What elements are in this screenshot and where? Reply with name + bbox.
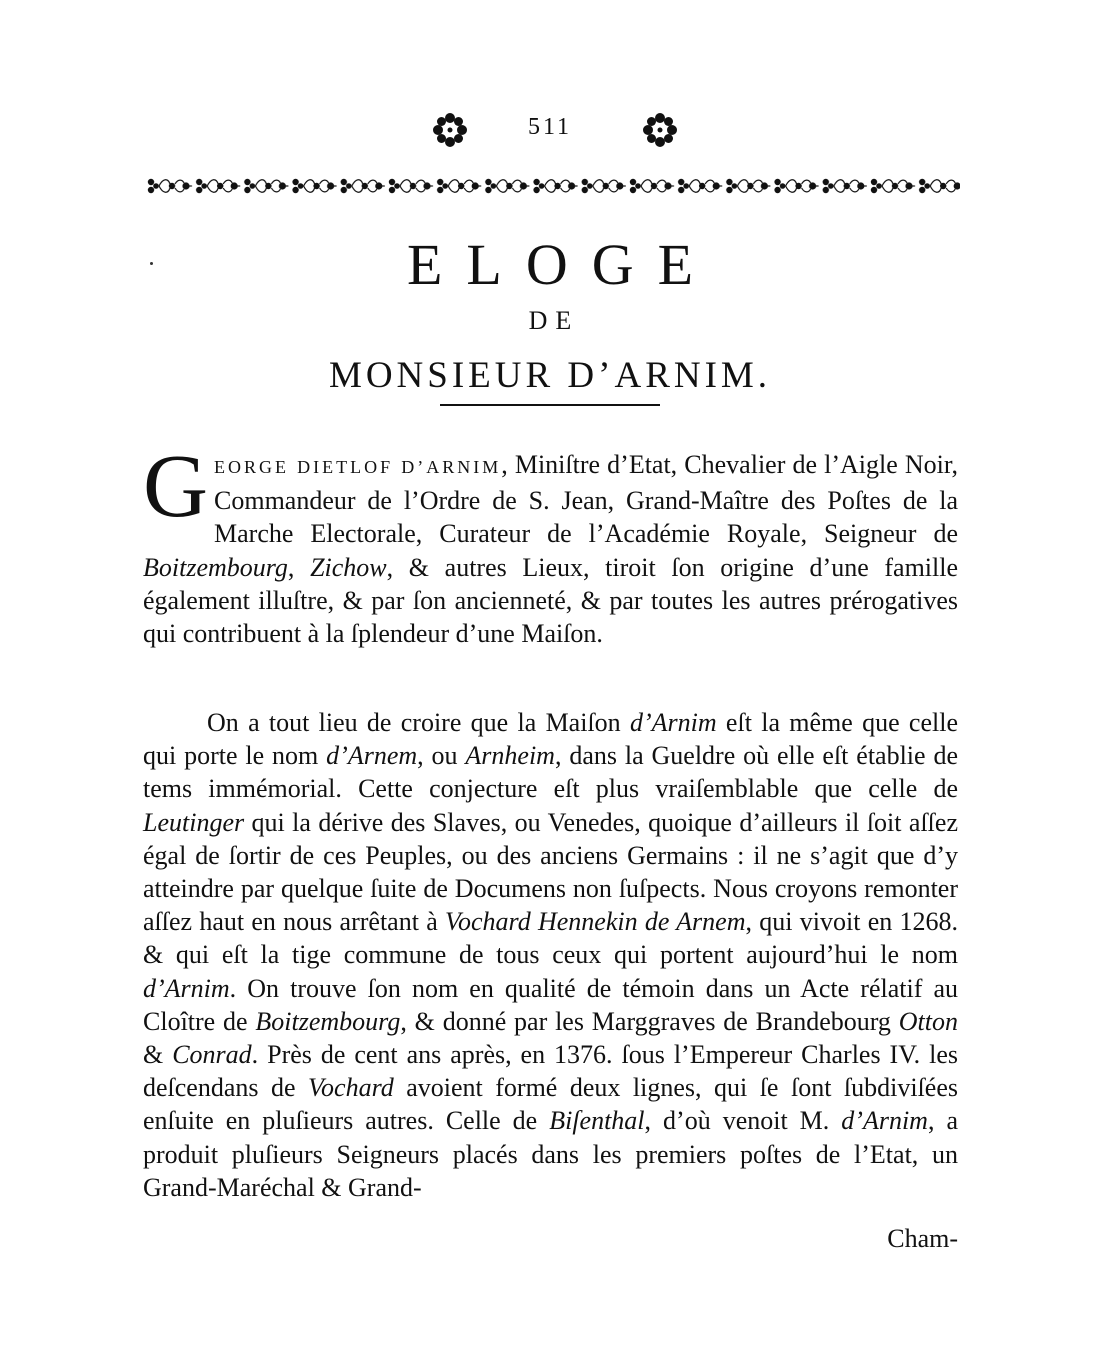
text-run: , Miniſtre d’Etat, Chevalier de l’Aigle Noir, Commandeur de l’Ordre de S. Jean, Grand-Maître des Poſtes de la Marche Electorale, Curateur de l’Académie Royale, Seigneur de [214, 450, 959, 549]
text-run: , & autres Lieux, tiroit ſon origine d’une famille également illuſtre, & par ſon ancienneté, & par toutes les autres prérogatives qui contribuent à la ſplendeur d’une Maiſon. [143, 552, 959, 649]
text-run: , qui vivoit en 1268. & qui eſt la tige commune de tous ceux qui portent aujourd’hui le nom [143, 907, 958, 970]
text-run: . On trouve ſon nom en qualité de témoin dans un Acte rélatif au Cloître de [143, 973, 958, 1036]
flower-ornament-icon [640, 110, 680, 150]
title-de: DE [528, 306, 580, 335]
name-italic: Biſenthal [549, 1106, 645, 1136]
name-italic: Vochard [308, 1073, 394, 1103]
place-name: Zichow [310, 552, 387, 582]
text-run: avoient formé deux lignes, qui ſe ſont ſubdiviſées enſuite en pluſieurs autres. Celle de [143, 1073, 959, 1136]
name-italic: Conrad [172, 1040, 252, 1070]
text-run: , a produit pluſieurs Seigneurs placés dans les premiers poſtes de l’Etat, un Grand-Maréchal & Grand- [143, 1106, 958, 1202]
text-run: , d’où venoit M. [644, 1106, 842, 1136]
text-run: qui la dérive des Slaves, ou Venedes, quoique d’ailleurs il ſoit aſſez égal de ſortir de ces Peuples, ou des anciens Germains : il ne s’agit que d’y atteindre par quelque ſuite de Documens non ſuſpects. Nous croyons remonter aſſez haut en nous arrêtant à [143, 807, 958, 937]
drop-cap: G [143, 437, 208, 536]
name-italic: Boitzembourg [255, 1006, 401, 1036]
catchword: Cham- [887, 1224, 958, 1253]
page-number: 511 [527, 114, 573, 140]
paragraph-opening [143, 437, 959, 688]
name-italic: d’Arnem [326, 741, 418, 771]
paragraph-body [143, 706, 958, 1236]
text-run: . Près de cent ans après, en 1376. ſous l’Empereur Charles IV. les deſcendans de [143, 1040, 958, 1103]
text-run: On a tout lieu de croire que la Maiſon [207, 708, 630, 737]
page-header [0, 110, 1100, 150]
name-italic: d’Arnim [629, 708, 717, 737]
name-italic: Vochard Hennekin de Arnem [445, 907, 746, 937]
title-rule [440, 404, 660, 406]
title-eloge: ELOGE [406, 232, 718, 297]
text-run: , dans la Gueldre où elle eſt établie de tems immémorial. Cette conjecture eſt plus vraiſemblable que celle de [143, 741, 958, 804]
title-subject-name: MONSIEUR D’ARNIM. [328, 355, 772, 396]
place-name: Boitzembourg [143, 552, 288, 582]
name-italic: d’Arnim [841, 1106, 928, 1136]
name-italic: Otton [898, 1006, 958, 1036]
name-italic: Arnheim [465, 741, 555, 771]
flower-ornament-icon [430, 110, 470, 150]
text-run: , ou [417, 741, 466, 771]
text-run: , & donné par les Marggraves de Brandebourg [400, 1006, 899, 1036]
decorative-ornament-band [146, 174, 960, 198]
text-run: & [143, 1040, 173, 1070]
opening-name-smallcaps: EORGE DIETLOF D’ARNIM [214, 457, 502, 477]
name-italic: Leutinger [143, 807, 245, 837]
text-run: eſt la même que celle qui porte le nom [143, 708, 958, 771]
text-run: , [287, 552, 311, 582]
name-italic: d’Arnim [143, 973, 230, 1003]
